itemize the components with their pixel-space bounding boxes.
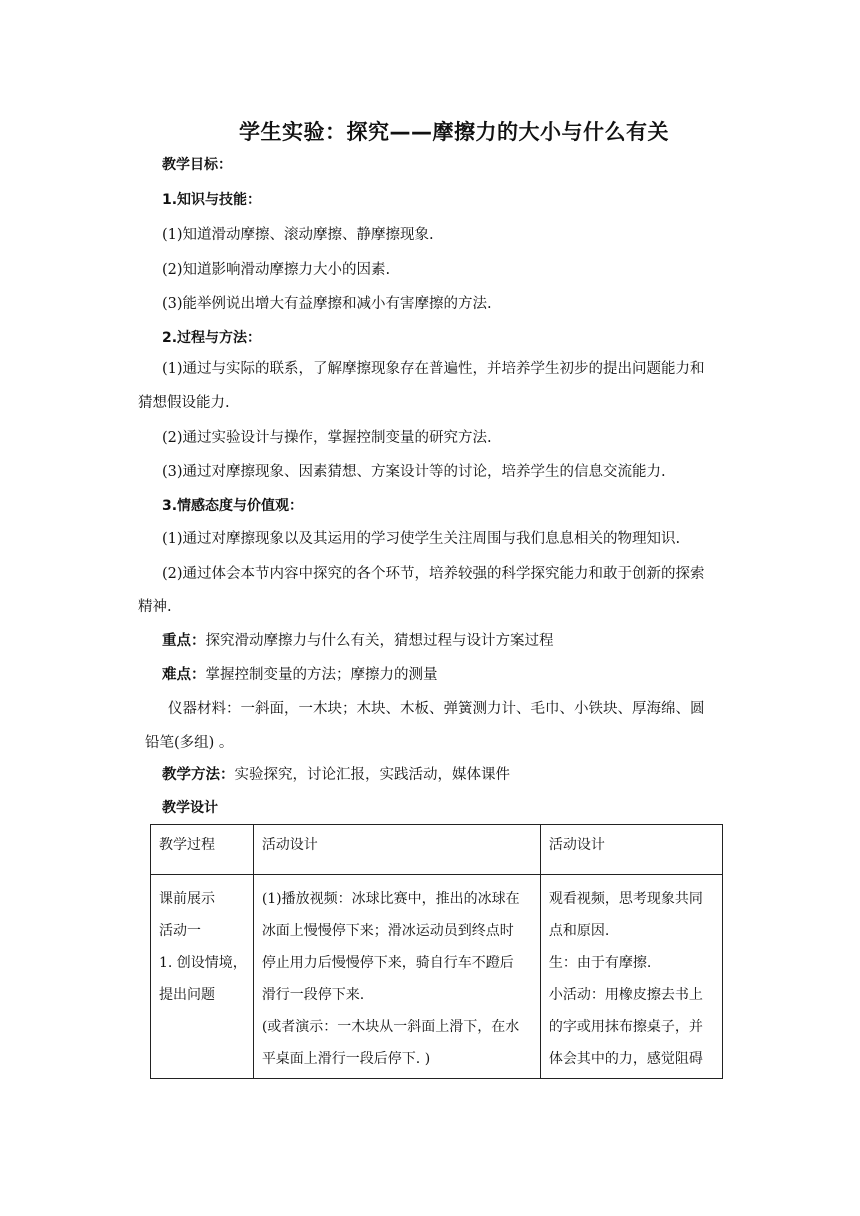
table-cell-student-activity [540,875,722,1079]
cell-line: 提出问题 [159,987,215,1003]
cell-line: (或者演示：一木块从一斜面上滑下，在水 [261,1019,520,1035]
page-title: 学生实验：探究——摩擦力的大小与什么有关 [239,120,669,144]
cell-line: 活动一 [159,923,201,939]
materials-line2: 铅笔(多组) 。 [145,735,234,751]
design-heading: 教学设计 [162,800,218,816]
difficulty-label: 难点： [162,667,206,683]
cell-line: (1)播放视频：冰球比赛中，推出的冰球在 [261,891,520,907]
cell-line: 停止用力后慢慢停下来，骑自行车不蹬后 [261,955,514,971]
table-cell-process [151,875,254,1079]
section2-heading: 2.过程与方法： [162,330,262,346]
teaching-method [162,765,510,785]
key-point-text: 探究滑动摩擦力与什么有关，猜想过程与设计方案过程 [205,633,554,649]
section3-heading: 3.情感态度与价值观： [162,498,304,514]
cell-line: 滑行一段停下来. [261,987,365,1003]
table-cell-activity [253,875,540,1079]
cell-line: 点和原因. [548,923,610,939]
cell-line: 体会其中的力，感觉阻碍 [548,1051,703,1067]
section1-heading: 1.知识与技能： [162,192,262,208]
method-label: 教学方法： [162,767,235,783]
table-header-cell: 活动设计 [253,825,540,875]
section3-item1: (1)通过对摩擦现象以及其运用的学习使学生关注周围与我们息息相关的物理知识. [162,531,681,547]
lesson-design-table [150,824,723,1079]
cell-line: 1. 创设情境， [159,955,247,971]
method-text: 实验探究，讨论汇报，实践活动，媒体课件 [234,767,510,783]
section1-item: (2)知道影响滑动摩擦力大小的因素. [162,262,391,278]
key-point-label: 重点： [162,633,206,649]
difficulty-text: 掌握控制变量的方法；摩擦力的测量 [205,667,438,683]
cell-line: 课前展示 [159,891,215,907]
cell-line: 观看视频，思考现象共同 [548,891,703,907]
section1-item: (1)知道滑动摩擦、滚动摩擦、静摩擦现象. [162,227,434,243]
table-header-cell: 教学过程 [151,825,254,875]
cell-line: 冰面上慢慢停下来；滑冰运动员到终点时 [261,923,514,939]
table-row [151,875,723,1079]
section1-item: (3)能举例说出增大有益摩擦和减小有害摩擦的方法. [162,296,492,312]
section2-item1-line1: (1)通过与实际的联系，了解摩擦现象存在普遍性，并培养学生初步的提出问题能力和 [162,361,705,377]
section3-item2-line2: 精神. [138,599,172,615]
table-header-row [151,825,723,875]
cell-line: 小活动：用橡皮擦去书上 [548,987,703,1003]
cell-line: 生：由于有摩擦. [548,955,652,971]
section2-item3: (3)通过对摩擦现象、因素猜想、方案设计等的讨论，培养学生的信息交流能力. [162,464,666,480]
section3-item2-line1: (2)通过体会本节内容中探究的各个环节，培养较强的科学探究能力和敢于创新的探索 [162,566,705,582]
key-point [162,631,554,651]
section2-item2: (2)通过实验设计与操作，掌握控制变量的研究方法. [162,430,492,446]
cell-line: 平桌面上滑行一段后停下. ) [261,1051,431,1067]
difficulty [162,665,438,685]
materials-line1: 仪器材料：一斜面，一木块；木块、木板、弹簧测力计、毛巾、小铁块、厚海绵、圆 [168,701,705,717]
objectives-heading: 教学目标： [162,157,232,173]
cell-line: 的字或用抹布擦桌子，并 [548,1019,703,1035]
section2-item1-line2: 猜想假设能力. [138,395,230,411]
table-header-cell: 活动设计 [540,825,722,875]
